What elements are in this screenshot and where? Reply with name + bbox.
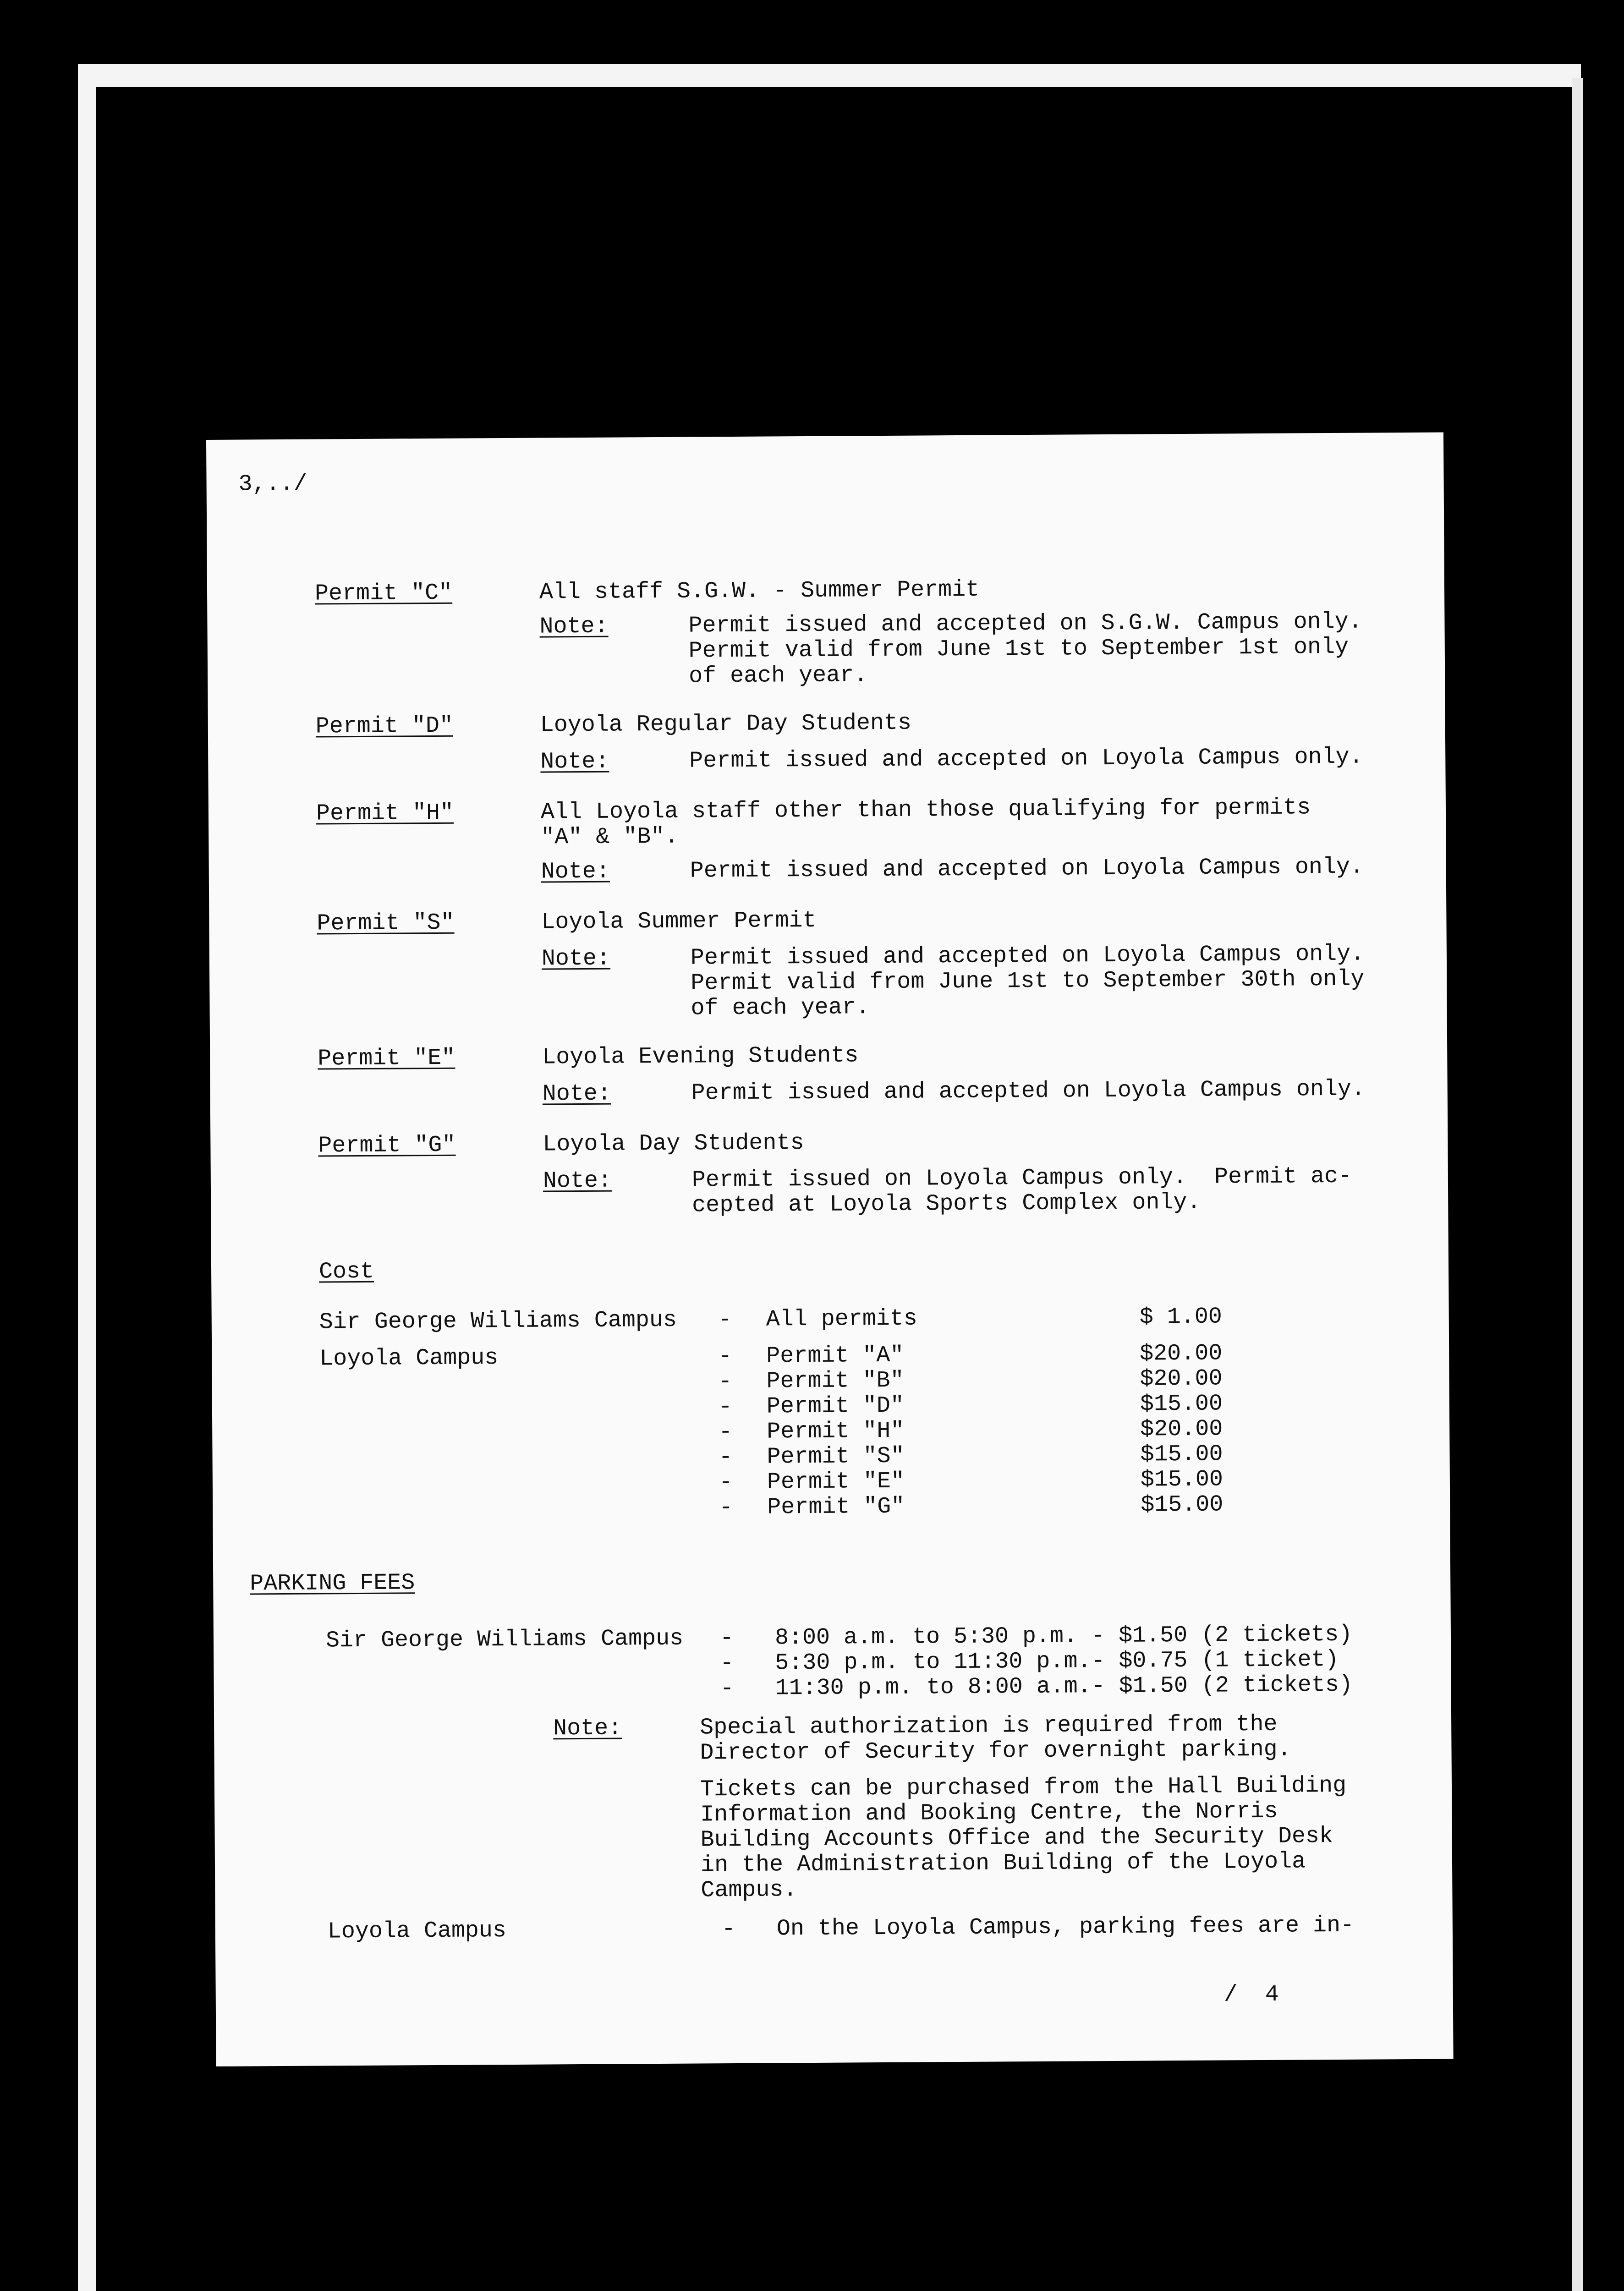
permit-s-label: Permit "S": [317, 910, 455, 937]
parking-tickets-line: Campus.: [701, 1877, 797, 1904]
cost-dash: -: [719, 1419, 733, 1446]
cost-permit: Permit "H": [767, 1418, 905, 1445]
parking-fees-heading: PARKING FEES: [250, 1570, 415, 1597]
parking-tickets-line: Tickets can be purchased from the Hall Building: [700, 1772, 1347, 1803]
permit-g-label: Permit "G": [318, 1132, 456, 1159]
cost-permit: Permit "S": [767, 1443, 905, 1470]
permit-h-note-line: Permit issued and accepted on Loyola Campus only.: [690, 854, 1364, 884]
permit-e-note-line: Permit issued and accepted on Loyola Campus only.: [691, 1076, 1366, 1107]
permit-c-note-label: Note:: [539, 613, 609, 640]
cost-price: $20.00: [1140, 1365, 1223, 1392]
permit-h-note-label: Note:: [541, 858, 610, 885]
permit-h-description: All Loyola staff other than those qualifying for permits: [540, 795, 1311, 826]
cost-permit: Permit "D": [766, 1392, 905, 1420]
film-frame-edge: [1572, 78, 1583, 2291]
page-reference: 3,../: [238, 471, 307, 498]
cost-campus: Loyola Campus: [319, 1345, 499, 1372]
permit-s-note-label: Note:: [541, 945, 611, 972]
cost-dash: -: [718, 1307, 732, 1333]
permit-c-note-line: Permit valid from June 1st to September 1st only: [688, 634, 1349, 664]
parking-loyola-text: - On the Loyola Campus, parking fees are in-: [721, 1912, 1355, 1943]
cost-campus: Sir George Williams Campus: [319, 1307, 677, 1336]
cost-permit: Permit "A": [766, 1342, 904, 1370]
permit-g-note-line: cepted at Loyola Sports Complex only.: [692, 1189, 1201, 1219]
parking-note-label: Note:: [553, 1715, 622, 1742]
permit-c-note-line: Permit issued and accepted on S.G.W. Campus only.: [688, 608, 1362, 639]
cost-dash: -: [718, 1394, 733, 1420]
cost-permit: Permit "B": [766, 1367, 904, 1395]
parking-sgw-campus: Sir George Williams Campus: [325, 1625, 684, 1654]
parking-tickets-line: in the Administration Building of the Loyola: [700, 1848, 1306, 1879]
permit-e-description: Loyola Evening Students: [542, 1042, 859, 1071]
cost-price: $15.00: [1140, 1466, 1223, 1493]
permit-e-note-label: Note:: [542, 1080, 611, 1107]
permit-c-note-line: of each year.: [688, 662, 868, 690]
cost-price: $15.00: [1140, 1391, 1223, 1418]
permit-h-label: Permit "H": [316, 800, 454, 827]
parking-loyola-campus: Loyola Campus: [327, 1918, 507, 1945]
parking-tickets-line: Building Accounts Office and the Security Desk: [700, 1823, 1333, 1853]
parking-note-line: Special authorization is required from the: [700, 1711, 1278, 1741]
permit-d-note-line: Permit issued and accepted on Loyola Campus only.: [689, 744, 1363, 774]
permit-g-note-label: Note:: [543, 1167, 612, 1195]
parking-rate-line: - 8:00 a.m. to 5:30 p.m. - $1.50 (2 tickets): [719, 1621, 1353, 1652]
cost-dash: -: [718, 1369, 732, 1395]
cost-dash: -: [719, 1469, 733, 1496]
cost-dash: -: [719, 1495, 733, 1521]
cost-price: $15.00: [1140, 1441, 1223, 1468]
parking-rate-line: - 5:30 p.m. to 11:30 p.m.- $0.75 (1 ticket): [720, 1646, 1339, 1677]
permit-s-note-line: Permit issued and accepted on Loyola Campus only.: [690, 941, 1365, 971]
cost-price: $15.00: [1141, 1491, 1223, 1518]
permit-c-label: Permit "C": [314, 580, 453, 607]
page-continuation: / 4: [1223, 1981, 1279, 2008]
cost-price: $ 1.00: [1139, 1304, 1222, 1331]
cost-permit: Permit "E": [767, 1468, 905, 1496]
cost-permit: Permit "G": [767, 1493, 905, 1521]
permit-g-description: Loyola Day Students: [543, 1130, 804, 1158]
permit-c-description: All staff S.G.W. - Summer Permit: [539, 576, 980, 606]
parking-rate-line: - 11:30 p.m. to 8:00 a.m.- $1.50 (2 tickets): [720, 1672, 1353, 1702]
parking-tickets-line: Information and Booking Centre, the Norris: [700, 1798, 1278, 1828]
cost-dash: -: [719, 1444, 733, 1471]
permit-e-label: Permit "E": [318, 1045, 455, 1072]
parking-note-line: Director of Security for overnight parking.: [700, 1736, 1291, 1766]
permit-d-label: Permit "D": [315, 713, 454, 740]
cost-price: $20.00: [1140, 1340, 1223, 1367]
permit-g-note-line: Permit issued on Loyola Campus only. Permit ac-: [691, 1163, 1352, 1194]
cost-permit: All permits: [766, 1305, 917, 1333]
cost-dash: -: [718, 1343, 732, 1370]
permit-s-note-line: of each year.: [691, 994, 870, 1022]
permit-d-note-label: Note:: [540, 748, 609, 775]
document-page: [206, 433, 1454, 2066]
permit-s-note-line: Permit valid from June 1st to September 30th only: [691, 966, 1365, 997]
cost-heading: Cost: [318, 1258, 374, 1285]
permit-d-description: Loyola Regular Day Students: [540, 710, 912, 739]
cost-price: $20.00: [1140, 1416, 1223, 1443]
permit-s-description: Loyola Summer Permit: [541, 907, 817, 936]
permit-h-description: "A" & "B".: [541, 823, 679, 851]
